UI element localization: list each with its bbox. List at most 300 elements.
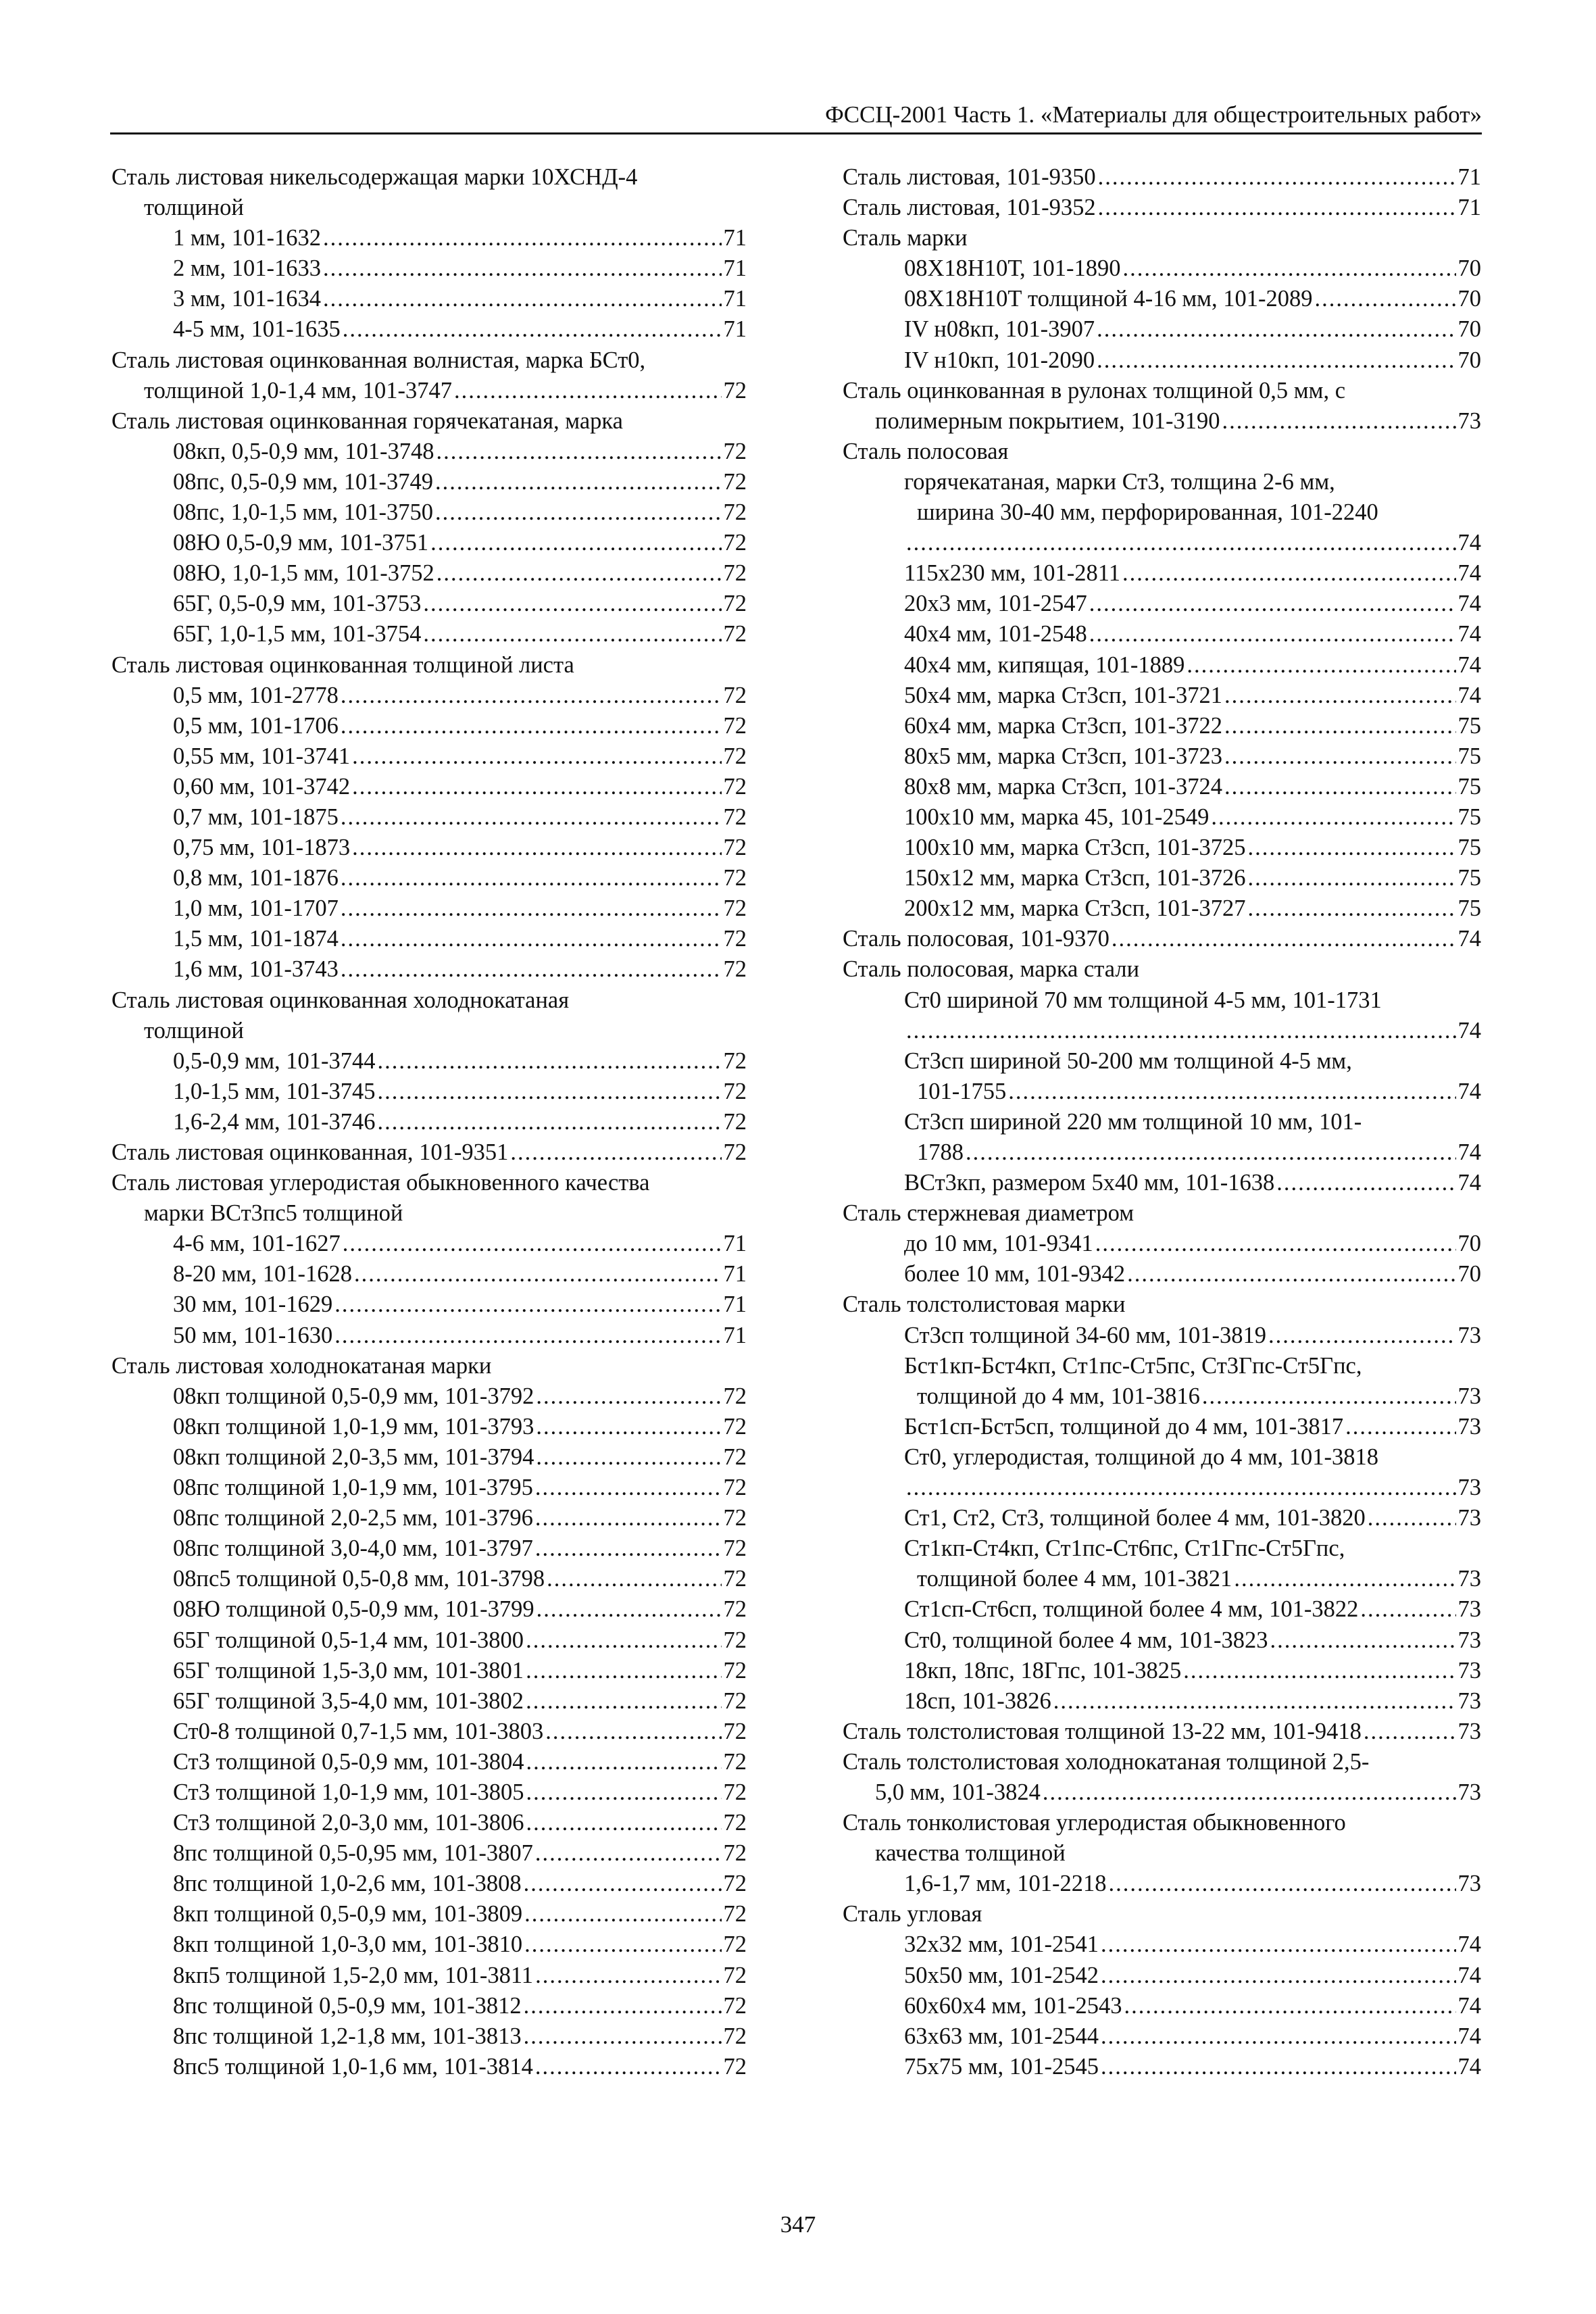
entry-text: Бст1сп-Бст5сп, толщиной до 4 мм, 101-3817 <box>904 1413 1344 1439</box>
page-ref: 72 <box>723 591 747 617</box>
page-ref: 72 <box>723 530 747 556</box>
page-ref: 72 <box>723 1657 747 1683</box>
dot-leader <box>1122 558 1456 589</box>
page-ref: 72 <box>723 1535 747 1562</box>
index-entry <box>843 1229 1481 1259</box>
index-entry: толщиной <box>144 195 244 221</box>
index-entry <box>111 1625 747 1656</box>
index-entry <box>111 1503 747 1533</box>
entry-text: 08кп толщиной 2,0-3,5 мм, 101-3794 <box>173 1444 534 1470</box>
dot-leader <box>1248 833 1456 863</box>
index-entry <box>843 863 1481 893</box>
dot-leader <box>1008 1077 1455 1107</box>
index-entry <box>111 1107 747 1137</box>
page-ref: 71 <box>1457 164 1481 190</box>
dot-leader <box>536 1412 721 1442</box>
entry-text: IV н08кп, 101-3907 <box>904 316 1095 343</box>
dot-leader <box>535 1838 722 1869</box>
entry-text: Ст0-8 толщиной 0,7-1,5 мм, 101-3803 <box>173 1718 544 1744</box>
page-ref: 75 <box>1457 835 1481 861</box>
dot-leader <box>1124 1991 1456 2021</box>
index-entry <box>843 1412 1481 1442</box>
page-ref: 75 <box>1457 773 1481 799</box>
entry-text: 80х8 мм, марка Ст3сп, 101-3724 <box>904 773 1223 799</box>
index-entry <box>111 1717 747 1747</box>
page-ref: 74 <box>1457 1078 1481 1104</box>
dot-leader <box>435 497 721 528</box>
entry-text: 0,55 мм, 101-3741 <box>173 743 351 769</box>
index-entry <box>111 1747 747 1777</box>
dot-leader <box>1345 1412 1455 1442</box>
page-ref: 75 <box>1457 804 1481 830</box>
entry-text: 80х5 мм, марка Ст3сп, 101-3723 <box>904 743 1223 769</box>
index-entry <box>843 711 1481 741</box>
index-entry <box>843 253 1481 284</box>
page-ref: 72 <box>723 1931 747 1958</box>
entry-text: 5,0 мм, 101-3824 <box>875 1779 1041 1805</box>
index-entry <box>111 558 747 589</box>
page-ref: 74 <box>1457 591 1481 617</box>
dot-leader <box>1224 711 1455 741</box>
entry-text: 08Х18Н10Т толщиной 4-16 мм, 101-2089 <box>904 286 1313 312</box>
dot-leader <box>906 1016 1456 1046</box>
entry-text: 8пс толщиной 0,5-0,9 мм, 101-3812 <box>173 1992 522 2019</box>
entry-text: 0,7 мм, 101-1875 <box>173 804 339 830</box>
index-entry <box>111 1229 747 1259</box>
dot-leader <box>524 1929 721 1960</box>
page-ref: 72 <box>723 621 747 647</box>
page-ref: 72 <box>723 773 747 799</box>
index-entry <box>843 1259 1481 1289</box>
index-entry <box>843 1321 1481 1351</box>
dot-leader <box>1202 1381 1456 1412</box>
index-heading: Сталь угловая <box>843 1901 982 1927</box>
index-entry <box>843 802 1481 833</box>
dot-leader <box>1122 253 1455 284</box>
page-ref: 72 <box>723 1688 747 1714</box>
dot-leader <box>454 376 722 406</box>
dot-leader <box>435 467 721 497</box>
entry-text: 1,0-1,5 мм, 101-3745 <box>173 1078 376 1104</box>
entry-text: 4-5 мм, 101-1635 <box>173 316 341 343</box>
index-entry <box>111 833 747 863</box>
dot-leader <box>1127 1259 1455 1289</box>
index-entry <box>111 1686 747 1717</box>
page-ref: 72 <box>723 1871 747 1897</box>
dot-leader <box>1101 2021 1455 2052</box>
dot-leader <box>545 1717 721 1747</box>
index-entry <box>111 1838 747 1869</box>
page-ref: 70 <box>1457 286 1481 312</box>
dot-leader <box>1276 1168 1455 1198</box>
dot-leader <box>535 1533 722 1564</box>
dot-leader <box>547 1564 721 1594</box>
dot-leader <box>526 1686 721 1717</box>
index-entry <box>843 558 1481 589</box>
dot-leader <box>1224 681 1455 711</box>
index-heading: Сталь стержневая диаметром <box>843 1200 1134 1227</box>
page-ref: 74 <box>1457 1931 1481 1958</box>
page-ref: 72 <box>723 682 747 708</box>
entry-text: 1,6-1,7 мм, 101-2218 <box>904 1871 1107 1897</box>
page-ref: 72 <box>723 743 747 769</box>
entry-text: 75х75 мм, 101-2545 <box>904 2053 1099 2079</box>
index-entry <box>843 589 1481 619</box>
page-ref: 73 <box>1457 1688 1481 1714</box>
page-ref: 72 <box>723 468 747 495</box>
dot-leader <box>423 619 721 649</box>
index-entry <box>111 893 747 924</box>
dot-leader <box>1101 2052 1455 2082</box>
index-heading: Сталь оцинкованная в рулонах толщиной 0,5 мм, с <box>843 377 1346 403</box>
entry-text: Сталь полосовая, 101-9370 <box>843 926 1109 952</box>
entry-text: 18кп, 18пс, 18Гпс, 101-3825 <box>904 1657 1182 1683</box>
dot-leader <box>1248 893 1456 924</box>
page-ref: 74 <box>1457 1017 1481 1043</box>
entry-text: Сталь листовая, 101-9350 <box>843 164 1096 190</box>
dot-leader <box>334 1289 721 1320</box>
entry-text: Ст1, Ст2, Ст3, толщиной более 4 мм, 101-3820 <box>904 1505 1366 1531</box>
entry-text: Ст3 толщиной 2,0-3,0 мм, 101-3806 <box>173 1810 524 1836</box>
dot-leader <box>343 314 722 345</box>
dot-leader <box>1101 1929 1455 1960</box>
entry-text: 08кп толщиной 1,0-1,9 мм, 101-3793 <box>173 1413 534 1439</box>
index-entry <box>843 1625 1481 1656</box>
entry-text: 200х12 мм, марка Ст3сп, 101-3727 <box>904 895 1246 922</box>
page-ref: 72 <box>723 804 747 830</box>
index-entry <box>111 1808 747 1838</box>
index-entry <box>111 681 747 711</box>
entry-text: 1788 <box>917 1139 964 1165</box>
index-entry <box>111 1777 747 1808</box>
index-heading: Сталь марки <box>843 225 968 251</box>
page-ref: 71 <box>723 1291 747 1318</box>
page-ref: 74 <box>1457 2023 1481 2049</box>
dot-leader <box>1089 619 1456 649</box>
index-entry <box>111 1991 747 2021</box>
dot-leader <box>906 528 1456 558</box>
index-entry <box>111 1412 747 1442</box>
dot-leader <box>537 1594 722 1625</box>
index-entry: Ст3сп шириной 50-200 мм толщиной 4-5 мм, <box>904 1048 1352 1074</box>
dot-leader <box>1248 863 1456 893</box>
dot-leader <box>1095 1229 1456 1259</box>
page-ref: 72 <box>723 1383 747 1409</box>
index-column-right <box>843 162 1481 2082</box>
index-entry: Ст0 шириной 70 мм толщиной 4-5 мм, 101-1731 <box>904 987 1382 1013</box>
page-ref: 73 <box>1457 1383 1481 1409</box>
dot-leader <box>1098 162 1456 193</box>
page-number: 347 <box>780 2211 816 2238</box>
dot-leader <box>423 589 721 619</box>
entry-text: 18сп, 101-3826 <box>904 1688 1051 1714</box>
page-ref: 73 <box>1457 1505 1481 1531</box>
entry-text: 1 мм, 101-1632 <box>173 225 322 251</box>
page-ref: 72 <box>723 1718 747 1744</box>
entry-text: 65Г, 1,0-1,5 мм, 101-3754 <box>173 621 422 647</box>
page-ref: 71 <box>723 1261 747 1287</box>
entry-text: 08пс, 1,0-1,5 мм, 101-3750 <box>173 499 434 526</box>
index-entry <box>111 802 747 833</box>
page-ref: 74 <box>1457 1992 1481 2019</box>
index-entry <box>111 497 747 528</box>
page-ref: 71 <box>723 286 747 312</box>
index-entry <box>111 1137 747 1168</box>
page-ref: 71 <box>723 1231 747 1257</box>
entry-text: 08пс, 0,5-0,9 мм, 101-3749 <box>173 468 434 495</box>
entry-text: 1,6-2,4 мм, 101-3746 <box>173 1108 376 1135</box>
dot-leader <box>1224 772 1455 802</box>
page-ref: 74 <box>1457 560 1481 587</box>
page-ref: 73 <box>1457 1657 1481 1683</box>
index-entry <box>111 253 747 284</box>
entry-text: 40х4 мм, 101-2548 <box>904 621 1087 647</box>
index-entry <box>843 1168 1481 1198</box>
entry-text: толщиной более 4 мм, 101-3821 <box>917 1566 1232 1592</box>
dot-leader <box>341 924 722 954</box>
entry-text: 08пс5 толщиной 0,5-0,8 мм, 101-3798 <box>173 1566 545 1592</box>
index-entry <box>111 619 747 649</box>
page-ref: 70 <box>1457 1231 1481 1257</box>
page-ref: 72 <box>723 560 747 587</box>
page-ref: 74 <box>1457 651 1481 678</box>
dot-leader <box>1187 650 1455 681</box>
dot-leader <box>524 1899 721 1929</box>
index-entry <box>843 772 1481 802</box>
index-entry: Ст1кп-Ст4кп, Ст1пс-Ст6пс, Ст1Гпс-Ст5Гпс, <box>904 1535 1345 1562</box>
entry-text: 08пс толщиной 1,0-1,9 мм, 101-3795 <box>173 1475 533 1501</box>
page-ref: 72 <box>723 1108 747 1135</box>
entry-text: 8пс толщиной 1,2-1,8 мм, 101-3813 <box>173 2023 522 2049</box>
page-ref: 72 <box>723 1566 747 1592</box>
index-entry <box>843 1503 1481 1533</box>
dot-leader <box>341 954 722 985</box>
index-heading: Сталь полосовая, марка стали <box>843 956 1140 983</box>
entry-text: полимерным покрытием, 101-3190 <box>875 408 1220 434</box>
index-entry <box>111 772 747 802</box>
page-ref: 72 <box>723 1048 747 1074</box>
index-entry <box>111 2052 747 2082</box>
entry-text: толщиной до 4 мм, 101-3816 <box>917 1383 1200 1409</box>
dot-leader <box>378 1077 722 1107</box>
index-entry <box>111 1077 747 1107</box>
index-entry <box>843 2052 1481 2082</box>
index-entry <box>111 528 747 558</box>
page-ref: 72 <box>723 1779 747 1805</box>
running-header: ФССЦ-2001 Часть 1. «Материалы для общестроительных работ» <box>825 101 1482 128</box>
index-entry <box>843 1564 1481 1594</box>
index-heading: Сталь листовая углеродистая обыкновенного качества <box>111 1170 650 1196</box>
page-ref: 72 <box>723 1901 747 1927</box>
entry-text: 2 мм, 101-1633 <box>173 255 322 282</box>
page-ref: 72 <box>723 1475 747 1501</box>
page-ref: 72 <box>723 1810 747 1836</box>
entry-text: 08Ю толщиной 0,5-0,9 мм, 101-3799 <box>173 1596 534 1623</box>
page-ref: 74 <box>1457 1962 1481 1988</box>
dot-leader <box>354 1259 721 1289</box>
page-ref: 75 <box>1457 743 1481 769</box>
index-entry <box>843 1594 1481 1625</box>
dot-leader <box>1222 406 1456 437</box>
dot-leader <box>341 681 722 711</box>
dot-leader <box>1234 1564 1455 1594</box>
entry-text: 0,5 мм, 101-1706 <box>173 712 339 739</box>
index-entry <box>843 314 1481 345</box>
page-ref: 71 <box>723 1322 747 1348</box>
index-column-left <box>111 162 747 2082</box>
page-ref: 72 <box>723 438 747 464</box>
entry-text: 08пс толщиной 2,0-2,5 мм, 101-3796 <box>173 1505 533 1531</box>
dot-leader <box>1360 1594 1455 1625</box>
dot-leader <box>341 711 722 741</box>
entry-text: 63х63 мм, 101-2544 <box>904 2023 1099 2049</box>
entry-text: 08Ю, 1,0-1,5 мм, 101-3752 <box>173 560 434 587</box>
entry-text: Ст3 толщиной 1,0-1,9 мм, 101-3805 <box>173 1779 524 1805</box>
index-entry <box>843 162 1481 193</box>
entry-text: 0,5 мм, 101-2778 <box>173 682 339 708</box>
page-ref: 72 <box>723 1444 747 1470</box>
page-ref: 72 <box>723 1596 747 1623</box>
dot-leader <box>1315 284 1456 314</box>
index-entry <box>843 833 1481 863</box>
dot-leader <box>526 1747 722 1777</box>
index-entry <box>843 1016 1481 1046</box>
index-heading: Сталь листовая оцинкованная холоднокатаная <box>111 987 570 1013</box>
index-entry <box>843 741 1481 772</box>
page-ref: 72 <box>723 1992 747 2019</box>
dot-leader <box>352 741 721 772</box>
page-ref: 71 <box>723 255 747 282</box>
dot-leader <box>1183 1656 1455 1686</box>
index-entry <box>111 924 747 954</box>
page-ref: 72 <box>723 499 747 526</box>
dot-leader <box>536 1442 721 1473</box>
dot-leader <box>510 1137 721 1168</box>
index-entry <box>843 1473 1481 1503</box>
index-entry <box>843 1929 1481 1960</box>
entry-text: 08Ю 0,5-0,9 мм, 101-3751 <box>173 530 429 556</box>
entry-text: 8пс5 толщиной 1,0-1,6 мм, 101-3814 <box>173 2053 533 2079</box>
index-entry: толщиной <box>144 1017 244 1043</box>
entry-text: 8-20 мм, 101-1628 <box>173 1261 353 1287</box>
index-entry <box>843 1077 1481 1107</box>
page-ref: 72 <box>723 1505 747 1531</box>
page-ref: 75 <box>1457 712 1481 739</box>
index-entry <box>111 2021 747 2052</box>
entry-text: Сталь толстолистовая толщиной 13-22 мм, 101-9418 <box>843 1718 1362 1744</box>
dot-leader <box>524 1991 722 2021</box>
page-ref: 74 <box>1457 1139 1481 1165</box>
page-ref: 74 <box>1457 1170 1481 1196</box>
index-entry <box>843 1991 1481 2021</box>
entry-text: 0,60 мм, 101-3742 <box>173 773 351 799</box>
page-ref: 74 <box>1457 621 1481 647</box>
dot-leader <box>526 1808 722 1838</box>
page-ref: 71 <box>723 316 747 343</box>
entry-text: Сталь листовая, 101-9352 <box>843 195 1096 221</box>
dot-leader <box>352 772 721 802</box>
index-entry <box>111 1929 747 1960</box>
entry-text: 32х32 мм, 101-2541 <box>904 1931 1099 1958</box>
index-entry <box>843 924 1481 954</box>
index-entry <box>843 681 1481 711</box>
index-entry <box>111 711 747 741</box>
index-entry <box>843 2021 1481 2052</box>
index-entry <box>111 1289 747 1320</box>
index-heading: Сталь листовая холоднокатаная марки <box>111 1352 492 1379</box>
page-ref: 75 <box>1457 865 1481 891</box>
dot-leader <box>341 893 722 924</box>
dot-leader <box>1089 589 1456 619</box>
dot-leader <box>1053 1686 1456 1717</box>
entry-text: 0,5-0,9 мм, 101-3744 <box>173 1048 376 1074</box>
index-entry <box>843 650 1481 681</box>
page-ref: 72 <box>723 1627 747 1653</box>
entry-text: 1,0 мм, 101-1707 <box>173 895 339 922</box>
dot-leader <box>378 1107 722 1137</box>
entry-text: 50 мм, 101-1630 <box>173 1322 333 1348</box>
page-ref: 73 <box>1457 1596 1481 1623</box>
entry-text: 40х4 мм, кипящая, 101-1889 <box>904 651 1185 678</box>
dot-leader <box>1043 1777 1456 1808</box>
entry-text: 8пс толщиной 0,5-0,95 мм, 101-3807 <box>173 1840 533 1867</box>
index-entry <box>111 1656 747 1686</box>
dot-leader <box>430 528 721 558</box>
index-entry <box>111 1046 747 1077</box>
entry-text: 8пс толщиной 1,0-2,6 мм, 101-3808 <box>173 1871 522 1897</box>
entry-text: 08Х18Н10Т, 101-1890 <box>904 255 1121 282</box>
dot-leader <box>343 1229 722 1259</box>
entry-text: Ст1сп-Ст6сп, толщиной более 4 мм, 101-3822 <box>904 1596 1359 1623</box>
index-entry: Бст1кп-Бст4кп, Ст1пс-Ст5пс, Ст3Гпс-Ст5Гпс, <box>904 1352 1362 1379</box>
dot-leader <box>323 253 721 284</box>
dot-leader <box>1224 741 1455 772</box>
index-entry <box>843 1717 1481 1747</box>
dot-leader <box>1112 924 1456 954</box>
page-ref: 75 <box>1457 895 1481 922</box>
dot-leader <box>334 1321 721 1351</box>
index-entry <box>111 1899 747 1929</box>
index-entry <box>843 193 1481 223</box>
index-entry <box>843 284 1481 314</box>
dot-leader <box>323 223 721 253</box>
page-ref: 72 <box>723 1962 747 1988</box>
index-entry <box>111 589 747 619</box>
page-ref: 73 <box>1457 1322 1481 1348</box>
index-entry <box>843 1137 1481 1168</box>
dot-leader <box>1098 193 1456 223</box>
index-entry <box>843 1656 1481 1686</box>
index-entry <box>111 1259 747 1289</box>
dot-leader <box>1364 1717 1456 1747</box>
dot-leader <box>536 1381 721 1412</box>
dot-leader <box>526 1625 721 1656</box>
dot-leader <box>535 1961 721 1991</box>
index-entry <box>111 437 747 467</box>
index-entry <box>843 1381 1481 1412</box>
page-ref: 73 <box>1457 1718 1481 1744</box>
index-entry <box>111 314 747 345</box>
page-ref: 72 <box>723 865 747 891</box>
index-entry <box>111 1321 747 1351</box>
index-entry: Ст0, углеродистая, толщиной до 4 мм, 101-3818 <box>904 1444 1378 1470</box>
entry-text: 08кп толщиной 0,5-0,9 мм, 101-3792 <box>173 1383 534 1409</box>
page-ref: 71 <box>723 225 747 251</box>
entry-text: 50х50 мм, 101-2542 <box>904 1962 1099 1988</box>
index-entry <box>111 1594 747 1625</box>
entry-text: 50х4 мм, марка Ст3сп, 101-3721 <box>904 682 1223 708</box>
index-entry <box>111 223 747 253</box>
